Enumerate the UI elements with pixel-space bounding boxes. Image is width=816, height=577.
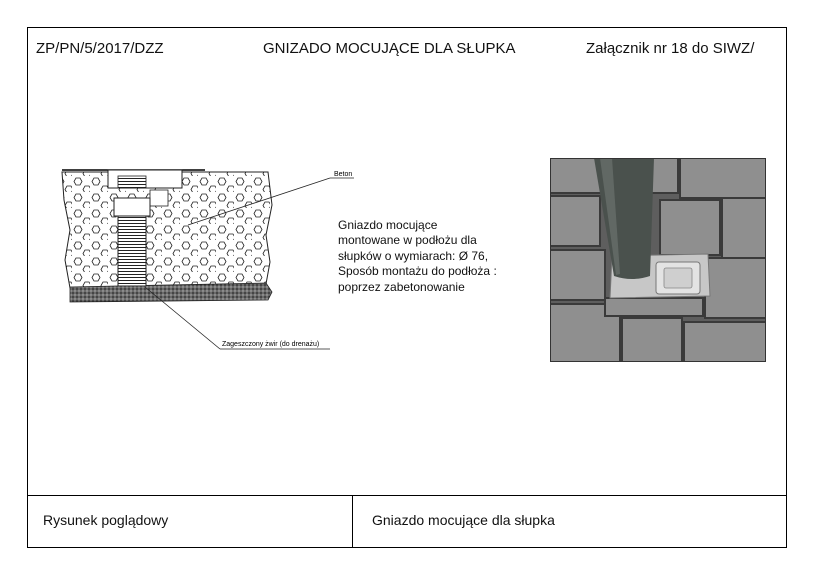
description-line: Gniazdo mocujące: [338, 218, 438, 232]
annex-label: Załącznik nr 18 do SIWZ/: [586, 40, 755, 57]
footer-table: [27, 495, 787, 548]
document-code: ZP/PN/5/2017/DZZ: [36, 40, 164, 57]
document-title: GNIZADO MOCUJĄCE DLA SŁUPKA: [263, 40, 516, 57]
concrete-layer: [62, 172, 272, 288]
photo-frame: [550, 158, 766, 362]
description-line: słupków o wymiarach: Ø 76,: [338, 248, 489, 263]
label-concrete: Beton: [334, 171, 353, 178]
label-gravel: Zageszczony żwir (do drenażu): [222, 341, 320, 348]
product-description: [338, 218, 538, 295]
description-line: Sposób montażu do podłoża :: [338, 264, 497, 279]
footer-left-cell: Rysunek poglądowy: [43, 512, 169, 528]
description-line: montowane w podłożu dla: [338, 233, 477, 248]
footer-right-cell: Gniazdo mocujące dla słupka: [372, 512, 555, 528]
description-line: poprzez zabetonowanie: [338, 279, 465, 294]
footer-divider: [352, 496, 353, 548]
